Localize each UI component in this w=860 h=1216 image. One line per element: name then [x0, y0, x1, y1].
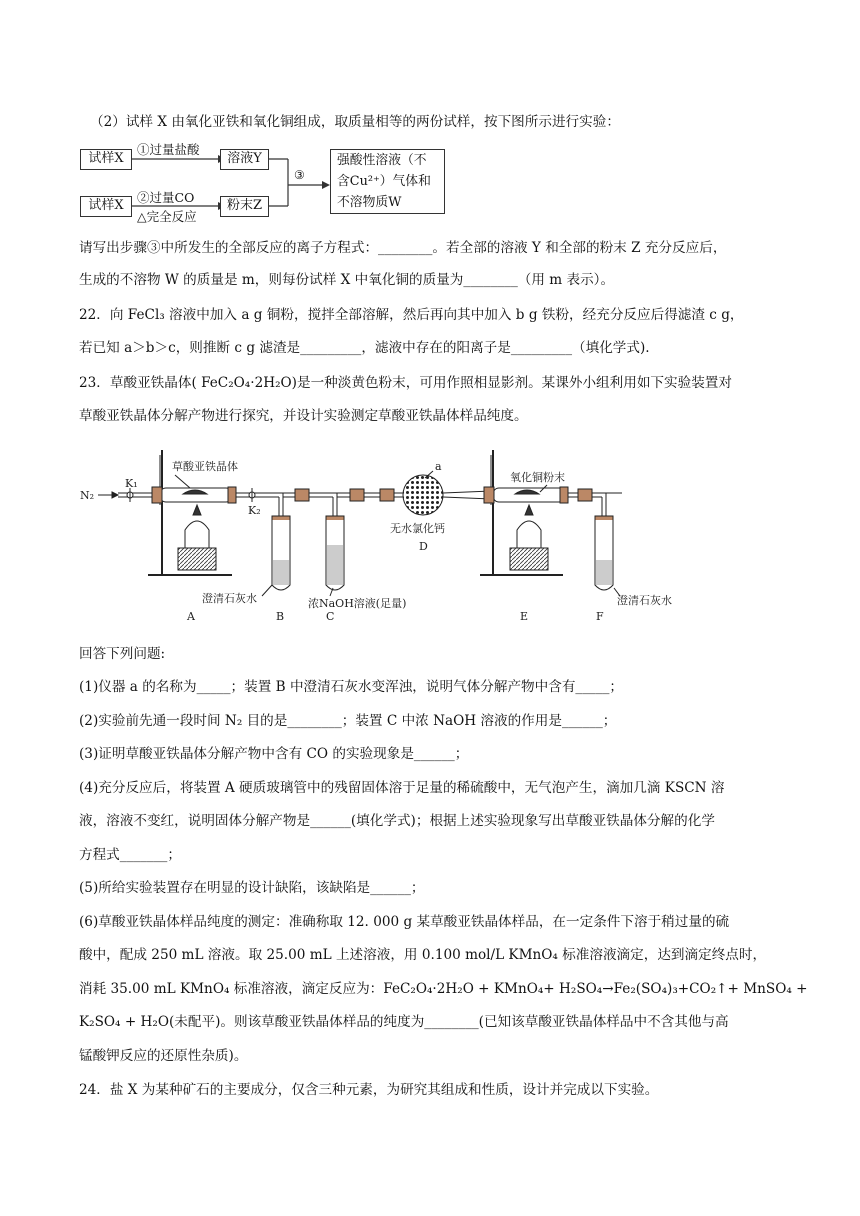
q22-line-2: 若已知 a＞b＞c，则推断 c g 滤渣是_________，滤液中存在的阳离子是_________（填化学式).	[79, 340, 650, 356]
label-F: F	[596, 610, 604, 623]
question-1: (1)仪器 a 的名称为_____；装置 B 中澄清石灰水变浑浊，说明气体分解产物中含有_____；	[79, 679, 624, 695]
question-4-line-3: 方程式_______；	[79, 847, 181, 863]
label-C: C	[326, 610, 335, 623]
q2-line-2: 生成的不溶物 W 的质量是 m，则每份试样 X 中氧化铜的质量为________（用 m 表示）。	[79, 272, 615, 288]
label-n2: N₂	[80, 489, 95, 502]
label-A: A	[187, 610, 195, 623]
solution-y-box: 溶液Y	[220, 149, 269, 170]
q22-line-1: 22．向 FeCl₃ 溶液中加入 a g 铜粉，搅拌全部溶解，然后再向其中加入 b g 铁粉，经充分反应后得滤渣 c g，	[79, 307, 744, 323]
label-a: a	[435, 460, 442, 473]
label-E: E	[520, 610, 529, 623]
sample-x-box-1: 试样X	[80, 149, 132, 170]
answer-prompt: 回答下列问题:	[79, 646, 166, 662]
question-6-line-4: K₂SO₄ + H₂O(未配平)。则该草酸亚铁晶体样品的纯度为________(已知该草酸亚铁晶体样品中不含其他与高	[79, 1014, 729, 1030]
question-6-line-3: 消耗 35.00 mL KMnO₄ 标准溶液，滴定反应为：FeC₂O₄·2H₂O + KMnO₄+ H₂SO₄→Fe₂(SO₄)₃+CO₂↑+ MnSO₄ +	[79, 981, 808, 997]
powder-z-box: 粉末Z	[220, 196, 269, 217]
q2-line-1: 请写出步骤③中所发生的全部反应的离子方程式：________。若全部的溶液 Y 和全部的粉末 Z 充分反应后，	[79, 240, 727, 256]
label-limewater-1: 澄清石灰水	[202, 592, 257, 605]
label-cuo: 氧化铜粉末	[510, 471, 565, 484]
question-3: (3)证明草酸亚铁晶体分解产物中含有 CO 的实验现象是______；	[79, 746, 469, 762]
question-6-line-1: (6)草酸亚铁晶体样品纯度的测定：准确称取 12. 000 g 某草酸亚铁晶体样品，在一定条件下溶于稍过量的硫	[79, 914, 730, 930]
result-line-2: 含Cu²⁺）气体和	[337, 174, 431, 189]
question-6-line-5: 锰酸钾反应的还原性杂质)。	[79, 1048, 248, 1064]
label-D: D	[419, 540, 428, 553]
sample-x-box-2: 试样X	[80, 196, 132, 217]
question-5: (5)所给实验装置存在明显的设计缺陷，该缺陷是______；	[79, 880, 425, 896]
q23-line-1: 23．草酸亚铁晶体( FeC₂O₄·2H₂O)是一种淡黄色粉末，可用作照相显影剂。某课外小组利用如下实验装置对	[79, 375, 732, 391]
label-crystal: 草酸亚铁晶体	[172, 460, 238, 473]
label-B: B	[276, 610, 285, 623]
q2-intro: （2）试样 X 由氧化亚铁和氧化铜组成，取质量相等的两份试样，按下图所示进行实验：	[90, 114, 620, 130]
question-4-line-2: 液，溶液不变红，说明固体分解产物是______(填化学式)；根据上述实验现象写出草酸亚铁晶体分解的化学	[79, 813, 715, 829]
result-line-3: 不溶物质W	[337, 195, 402, 210]
step2-label-b: △完全反应	[137, 209, 197, 224]
label-naoh: 浓NaOH溶液(足量)	[308, 597, 407, 610]
step1-label: ①过量盐酸	[137, 142, 200, 157]
question-2: (2)实验前先通一段时间 N₂ 目的是________；装置 C 中浓 NaOH 溶液的作用是______；	[79, 713, 617, 729]
result-line-1: 强酸性溶液（不	[337, 153, 427, 168]
q24: 24．盐 X 为某种矿石的主要成分，仅含三种元素，为研究其组成和性质，设计并完成以下实验。	[79, 1082, 659, 1098]
question-6-line-2: 酸中，配成 250 mL 溶液。取 25.00 mL 上述溶液，用 0.100 mol/L KMnO₄ 标准溶液滴定，达到滴定终点时，	[79, 947, 767, 963]
q23-line-2: 草酸亚铁晶体分解产物进行探究，并设计实验测定草酸亚铁晶体样品纯度。	[79, 408, 528, 424]
step2-label-a: ②过量CO	[137, 190, 195, 205]
label-limewater-2: 澄清石灰水	[617, 594, 672, 607]
label-cacl2: 无水氯化钙	[390, 522, 445, 535]
label-k1: K₁	[125, 477, 138, 490]
step3-label: ③	[294, 168, 305, 182]
label-k2: K₂	[248, 504, 261, 517]
question-4-line-1: (4)充分反应后，将装置 A 硬质玻璃管中的残留固体溶于足量的稀硫酸中，无气泡产生，滴加几滴 KSCN 溶	[79, 780, 725, 796]
